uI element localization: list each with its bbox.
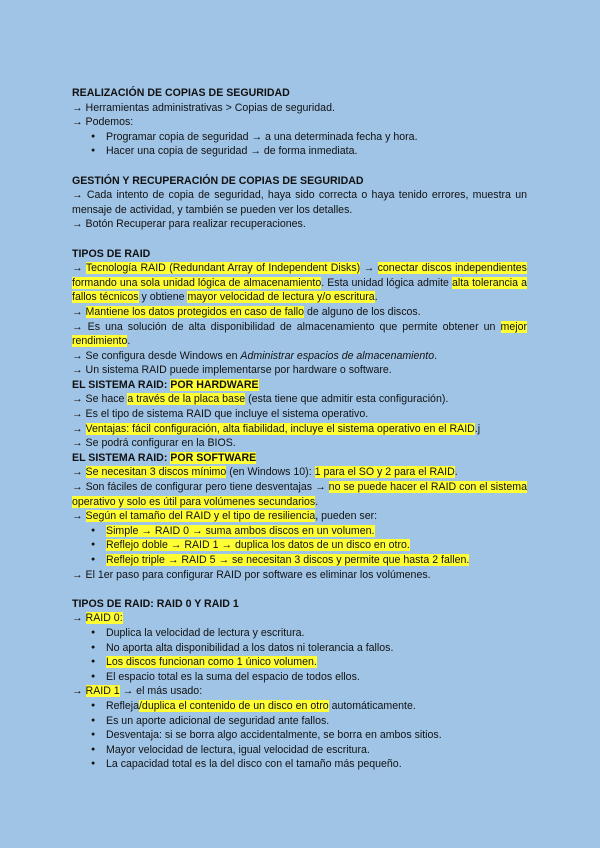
document-page xyxy=(72,86,527,772)
heading-backup: REALIZACIÓN DE COPIAS DE SEGURIDAD xyxy=(72,87,290,99)
list-item: ● Programar copia de seguridad → a una determinada fecha y hora. xyxy=(106,130,527,145)
paragraph: → Según el tamaño del RAID y el tipo de resiliencia, pueden ser: xyxy=(72,510,378,523)
paragraph: → Se podrá configurar en la BIOS. xyxy=(72,437,236,450)
paragraph: → Se hace a través de la placa base (esta tiene que admitir esta configuración). xyxy=(72,393,449,406)
heading-raid-hardware: EL SISTEMA RAID: POR HARDWARE xyxy=(72,378,259,391)
bullet-list xyxy=(72,626,527,684)
paragraph: → Ventajas: fácil configuración, alta fiabilidad, incluye el sistema operativo en el RAID.j xyxy=(72,422,481,435)
list-item: ● Simple → RAID 0 → suma ambos discos en un volumen. xyxy=(106,524,527,539)
heading-raid0-raid1: TIPOS DE RAID: RAID 0 Y RAID 1 xyxy=(72,597,239,610)
paragraph: → Un sistema RAID puede implementarse por hardware o software. xyxy=(72,364,392,377)
paragraph: → Es una solución de alta disponibilidad de almacenamiento que permite obtener un mejor rendimiento. xyxy=(72,320,527,348)
bullet-list xyxy=(72,130,527,159)
bullet-list xyxy=(72,524,527,568)
paragraph: → Son fáciles de configurar pero tiene desventajas → no se puede hacer el RAID con el sistema operativo y solo es útil para volúmenes secundarios. xyxy=(72,481,527,508)
list-item: ● El espacio total es la suma del espacio de todos ellos. xyxy=(106,670,527,685)
list-item: ● Mayor velocidad de lectura, igual velocidad de escritura. xyxy=(106,743,527,758)
heading-raid-software: EL SISTEMA RAID: POR SOFTWARE xyxy=(72,451,257,464)
text-line: → Podemos: xyxy=(72,116,134,129)
list-item: ● Es un aporte adicional de seguridad ante fallos. xyxy=(106,714,527,729)
paragraph: → RAID 1 → el más usado: xyxy=(72,685,203,698)
text-line: → Cada intento de copia de seguridad, haya sido correcta o haya tenido errores, muestra un mensaje de actividad, y también se pueden ver los detalles. xyxy=(72,189,527,216)
paragraph: → Tecnología RAID (Redundant Array of Independent Disks) → conectar discos independientes formando una sola unidad lógica de almacenamiento. Esta unidad lógica admite alta tolerancia a fallos técnicos y obtiene mayor velocidad de lectura y/o escritura. xyxy=(72,262,527,304)
paragraph: → El 1er paso para configurar RAID por software es eliminar los volúmenes. xyxy=(72,568,431,581)
list-item: ● No aporta alta disponibilidad a los datos ni tolerancia a fallos. xyxy=(106,641,527,656)
paragraph: → Mantiene los datos protegidos en caso de fallo de alguno de los discos. xyxy=(72,305,421,318)
paragraph: → Es el tipo de sistema RAID que incluye el sistema operativo. xyxy=(72,408,369,421)
list-item: ● Hacer una copia de seguridad → de forma inmediata. xyxy=(106,144,527,159)
list-item: ● Los discos funcionan como 1 único volumen. xyxy=(106,655,527,670)
list-item: ● Reflejo doble → RAID 1 → duplica los datos de un disco en otro. xyxy=(106,538,527,553)
bullet-list xyxy=(72,699,527,772)
paragraph: → RAID 0: xyxy=(72,612,123,625)
list-item: ● Desventaja: si se borra algo accidentalmente, se borra en ambos sitios. xyxy=(106,728,527,743)
list-item: ● Refleja/duplica el contenido de un disco en otro automáticamente. xyxy=(106,699,527,714)
paragraph: → Se configura desde Windows en Administrar espacios de almacenamiento. xyxy=(72,349,438,362)
heading-raid-types: TIPOS DE RAID xyxy=(72,247,151,260)
list-item: ● La capacidad total es la del disco con el tamaño más pequeño. xyxy=(106,757,527,772)
heading-backup-management: GESTIÓN Y RECUPERACIÓN DE COPIAS DE SEGURIDAD xyxy=(72,174,364,187)
list-item: ● Reflejo triple → RAID 5 → se necesitan 3 discos y permite que hasta 2 fallen. xyxy=(106,553,527,568)
text-line: → Botón Recuperar para realizar recuperaciones. xyxy=(72,218,306,231)
list-item: ● Duplica la velocidad de lectura y escritura. xyxy=(106,626,527,641)
text-line: → Herramientas administrativas > Copias de seguridad. xyxy=(72,101,335,114)
paragraph: → Se necesitan 3 discos mínimo (en Windows 10): 1 para el SO y 2 para el RAID. xyxy=(72,466,458,479)
